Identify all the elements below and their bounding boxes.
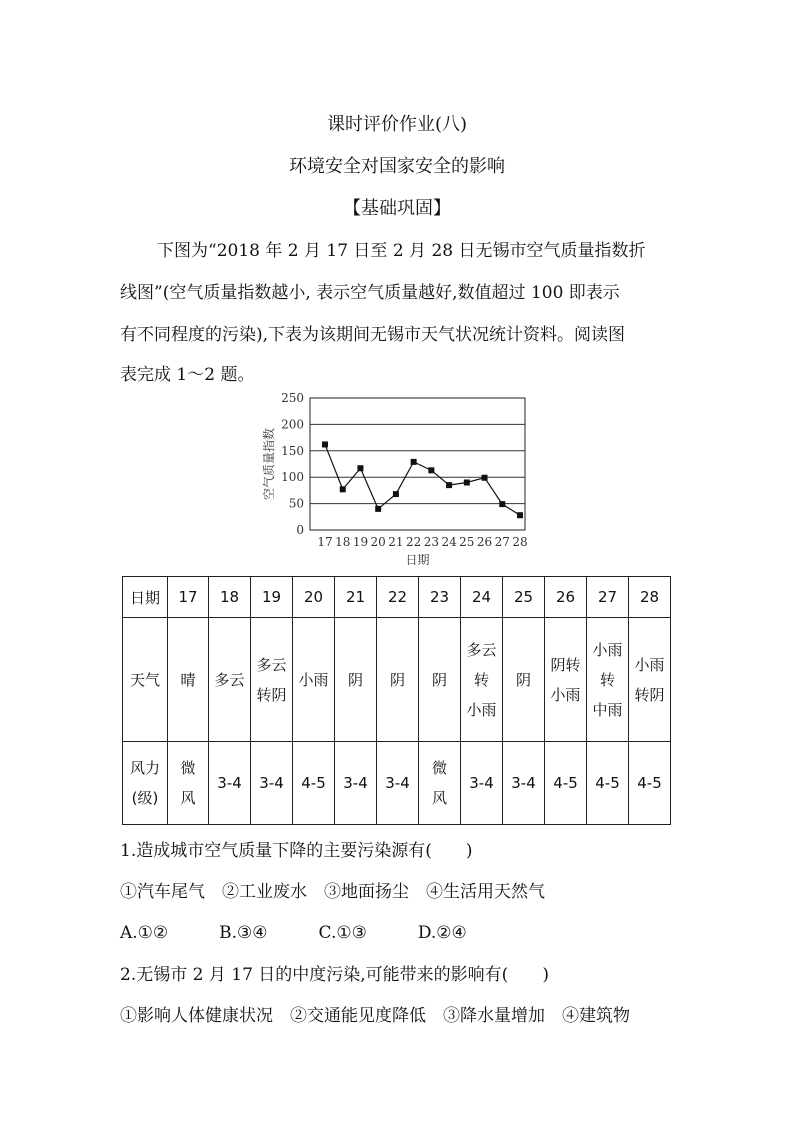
x-tick-label: 26 [476,535,493,549]
cell-text: 阴 [347,670,363,689]
cell-text: 小雨 [634,655,665,674]
cell-text: 晴 [180,670,196,689]
cell-text: 阴转 [550,655,581,674]
intro-line-4: 表完成 1～2 题。 [120,365,255,385]
weather-cell [293,618,335,742]
data-point-marker [411,459,417,465]
wind-row [123,742,671,825]
intro-line-1: 下图为“2018 年 2 月 17 日至 2 月 28 日无锡市空气质量指数折 [157,241,646,261]
data-point-marker [375,506,381,512]
date-cell [419,577,461,618]
cell-text: 17 [178,588,198,606]
date-cell [461,577,503,618]
cell-text: 转阴 [634,685,665,704]
wind-cell [461,742,503,825]
date-header-cell [123,577,168,618]
question-1-choices: A.①② B.③④ C.①③ D.②④ [120,923,467,943]
date-cell [335,577,377,618]
wind-cell [419,742,461,825]
y-tick-label: 200 [281,417,304,432]
weather-header-cell [123,618,168,742]
y-axis-label: 空气质量指数 [262,427,276,501]
date-cell [503,577,545,618]
wind-cell [545,742,587,825]
cell-text: 小雨 [592,640,623,659]
cell-text: 日期 [129,588,160,607]
x-tick-label: 19 [352,535,369,549]
weather-cell [419,618,461,742]
cell-text: 小雨 [466,700,497,719]
data-point-marker [393,491,399,497]
wind-cell [335,742,377,825]
date-cell [293,577,335,618]
wind-cell [377,742,419,825]
wind-cell [168,742,209,825]
cell-text: 风 [180,789,196,807]
cell-text: 3-4 [469,774,494,792]
cell-text: 阴 [389,670,405,689]
x-tick-label: 18 [335,535,351,549]
weather-cell [545,618,587,742]
date-row [123,577,671,618]
cell-text: 3-4 [511,774,536,792]
wind-cell [251,742,293,825]
cell-text: 多云 [214,670,245,689]
question-2-options: ①影响人体健康状况 ②交通能见度降低 ③降水量增加 ④建筑物 [120,1006,630,1026]
date-cell [587,577,629,618]
y-tick-label: 0 [296,523,304,537]
data-point-marker [499,501,505,507]
date-cell [168,577,209,618]
wind-cell [293,742,335,825]
x-tick-label: 17 [317,535,333,549]
cell-text: 18 [219,588,240,606]
weather-cell [168,618,209,742]
section-heading: 【基础巩固】 [343,198,451,219]
weather-cell [629,618,671,742]
cell-text: 28 [639,588,660,606]
date-cell [377,577,419,618]
weather-cell [503,618,545,742]
cell-text: 3-4 [259,774,284,792]
data-point-marker [446,482,452,488]
cell-text: 小雨 [298,670,329,689]
air-quality-line-chart [255,388,540,573]
data-point-marker [322,441,328,447]
cell-text: 微 [431,759,447,777]
cell-text: 阴 [515,670,531,689]
weather-cell [461,618,503,742]
cell-text: 中雨 [592,700,623,719]
weather-row [123,618,671,742]
cell-text: 3-4 [217,774,242,792]
cell-text: 20 [303,588,324,606]
cell-text: 21 [345,588,366,606]
cell-text: 小雨 [550,685,581,704]
cell-text: 23 [429,588,450,606]
cell-text: 多云 [466,640,497,659]
cell-text: 4-5 [595,774,620,792]
cell-text: 4-5 [637,774,662,792]
assignment-title: 课时评价作业(八) [326,114,468,135]
weather-cell [335,618,377,742]
x-axis-label: 日期 [405,553,430,567]
cell-text: 转 [599,670,615,689]
weather-cell [209,618,251,742]
cell-text: 风 [431,789,447,807]
cell-text: 转阴 [256,685,287,704]
intro-line-3: 有不同程度的污染),下表为该期间无锡市天气状况统计资料。阅读图 [120,325,626,345]
x-tick-label: 24 [441,535,457,549]
date-cell [629,577,671,618]
weather-cell [377,618,419,742]
wind-cell [209,742,251,825]
cell-text: 天气 [129,670,160,689]
lesson-title: 环境安全对国家安全的影响 [289,156,505,177]
date-cell [545,577,587,618]
cell-text: 4-5 [553,774,578,792]
cell-text: 4-5 [301,774,326,792]
cell-text: 3-4 [385,774,410,792]
cell-text: 26 [555,588,576,606]
wind-cell [587,742,629,825]
y-tick-label: 150 [281,443,304,458]
cell-text: 多云 [256,655,287,674]
y-tick-label: 250 [281,391,304,405]
date-cell [209,577,251,618]
aqi-series-line [325,444,520,515]
cell-text: 19 [261,588,282,606]
x-tick-label: 20 [370,535,386,549]
cell-text: 22 [387,588,408,606]
cell-text: 3-4 [343,774,368,792]
x-tick-label: 21 [388,535,404,549]
data-point-marker [340,486,346,492]
x-tick-label: 23 [423,535,440,549]
data-point-marker [357,465,363,471]
weather-table [122,576,671,825]
y-tick-label: 50 [288,496,304,511]
wind-cell [503,742,545,825]
data-point-marker [464,479,470,485]
intro-line-2: 线图”(空气质量指数越小, 表示空气质量越好,数值超过 100 即表示 [120,283,620,303]
x-tick-label: 27 [494,535,510,549]
question-1-stem: 1.造成城市空气质量下降的主要污染源有( ) [120,841,473,861]
question-1-options: ①汽车尾气 ②工业废水 ③地面扬尘 ④生活用天然气 [120,882,545,902]
wind-header-cell [123,742,168,825]
cell-text: 阴 [431,670,447,689]
y-tick-label: 100 [281,470,304,485]
cell-text: 转 [473,670,489,689]
wind-cell [629,742,671,825]
x-tick-label: 25 [459,535,475,549]
cell-text: 风力 [129,759,160,777]
data-point-marker [482,475,488,481]
cell-text: (级) [131,789,159,807]
question-2-stem: 2.无锡市 2 月 17 日的中度污染,可能带来的影响有( ) [120,965,549,985]
data-point-marker [517,512,523,518]
weather-cell [587,618,629,742]
data-point-marker [428,467,434,473]
cell-text: 25 [513,588,534,606]
cell-text: 微 [180,759,196,777]
date-cell [251,577,293,618]
x-tick-label: 28 [512,535,528,549]
weather-cell [251,618,293,742]
cell-text: 24 [471,588,492,606]
x-tick-label: 22 [405,535,422,549]
cell-text: 27 [597,588,618,606]
